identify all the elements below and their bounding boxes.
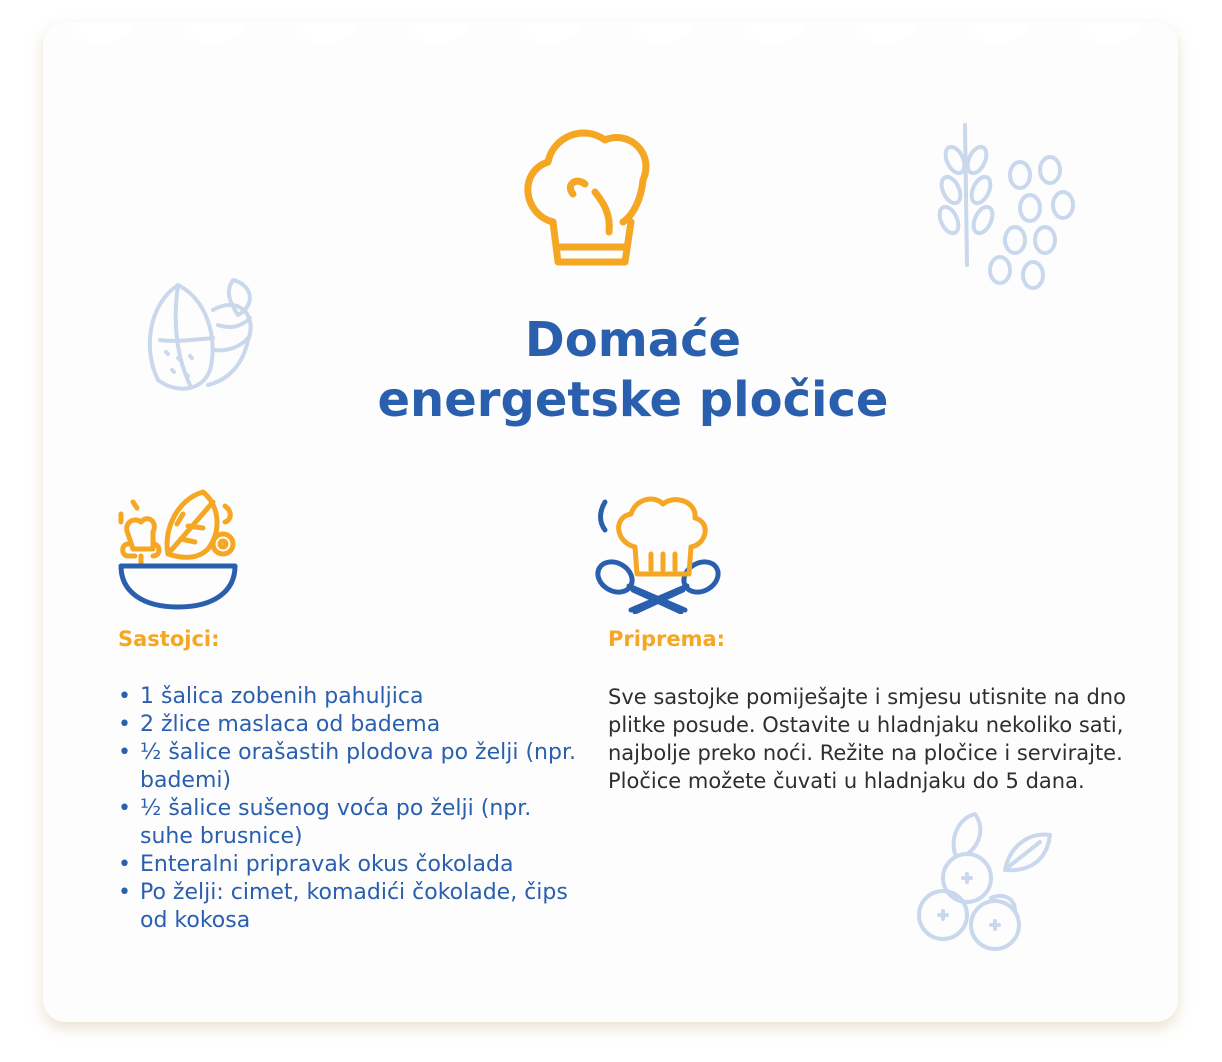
preparation-heading: Priprema: — [608, 627, 726, 651]
list-item: • ½ šalice sušenog voća po želji (npr. suhe brusnice) — [118, 796, 532, 849]
bullet-icon: • — [118, 740, 131, 765]
almond-leaf-icon — [138, 270, 268, 400]
recipe-title-line2: energetske pločice — [377, 372, 889, 428]
list-item: • 1 šalica zobenih pahuljica — [118, 684, 424, 709]
scalloped-edge — [43, 22, 1178, 52]
bullet-icon: • — [118, 852, 131, 877]
list-item: • ½ šalice orašastih plodova po želji (npr. bademi) — [118, 740, 576, 793]
preparation-text: Sve sastojke pomiješajte i smjesu utisnite na dno plitke posude. Ostavite u hladnjaku nekoliko sati, najbolje preko noći. Režite na pločice i servirajte. Pločice možete čuvati u hladnjaku do 5 dana. — [608, 685, 1126, 793]
salad-bowl-icon — [113, 484, 243, 612]
grain-oats-icon — [925, 120, 1085, 295]
ingredients-list — [118, 683, 588, 935]
recipe-card — [43, 22, 1178, 1022]
bullet-icon: • — [118, 796, 131, 821]
list-item: • Enteralni pripravak okus čokolada — [118, 852, 514, 877]
chef-hat-icon — [513, 122, 663, 277]
list-item: • 2 žlice maslaca od badema — [118, 712, 441, 737]
list-item: • Po želji: cimet, komadići čokolade, čips od kokosa — [118, 880, 568, 933]
chef-hat-spoons-icon — [593, 482, 723, 614]
bullet-icon: • — [118, 712, 131, 737]
bullet-icon: • — [118, 880, 131, 905]
bullet-icon: • — [118, 684, 131, 709]
berries-icon — [915, 810, 1055, 955]
ingredients-heading: Sastojci: — [118, 627, 220, 651]
recipe-title — [333, 310, 933, 430]
recipe-title-line1: Domaće — [524, 312, 742, 368]
